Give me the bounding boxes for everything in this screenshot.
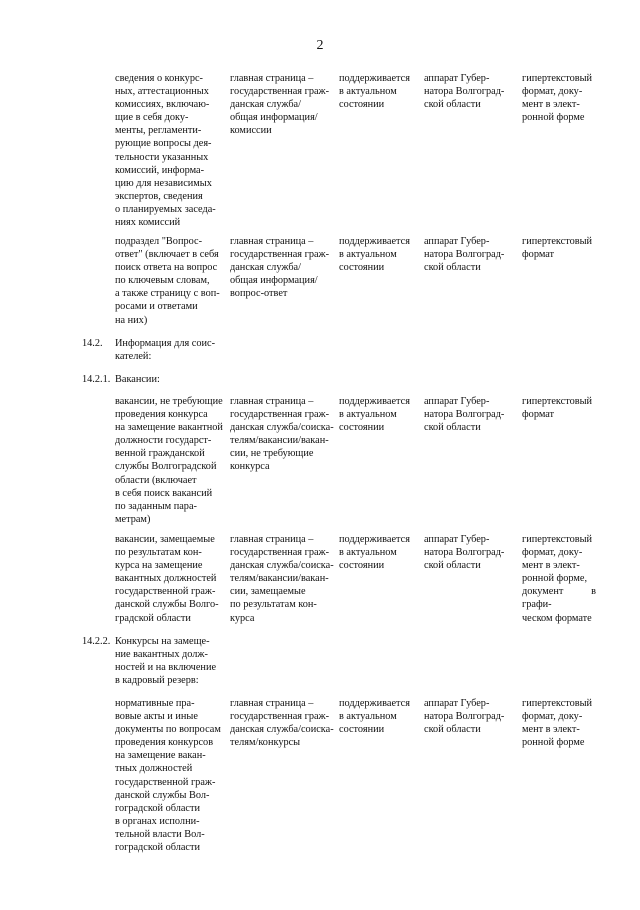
page-number: 2 — [316, 38, 324, 53]
format-cell: гипертекстовый формат, доку- мент в элект- ронной форме, документ в графи- ческом формате — [522, 534, 596, 624]
location-cell: главная страница – государственная граж- данская служба/соиска- телям/вакансии/вакан- сии, не требующие конкурса — [230, 396, 334, 473]
section-heading: Вакансии: — [115, 374, 160, 385]
status-cell: поддерживается в актуальном состоянии — [339, 73, 410, 111]
responsible-cell: аппарат Губер- натора Волгоград- ской области — [424, 73, 505, 111]
status-cell: поддерживается в актуальном состоянии — [339, 396, 410, 434]
format-cell: гипертекстовый формат, доку- мент в элект- ронной форме — [522, 698, 593, 749]
responsible-cell: аппарат Губер- натора Волгоград- ской области — [424, 396, 505, 434]
status-cell: поддерживается в актуальном состоянии — [339, 698, 410, 736]
format-cell: гипертекстовый формат, доку- мент в элект- ронной форме — [522, 73, 593, 124]
responsible-cell: аппарат Губер- натора Волгоград- ской области — [424, 236, 505, 274]
format-cell: гипертекстовый формат — [522, 236, 593, 261]
responsible-cell: аппарат Губер- натора Волгоград- ской области — [424, 698, 505, 736]
location-cell: главная страница – государственная граж- данская служба/ общая информация/ комиссии — [230, 73, 330, 137]
section-number: 14.2.2. — [82, 636, 111, 647]
description-cell: нормативные пра- вовые акты и иные документы по вопросам проведения конкурсов на замещение вакан- тных должностей государственной граж- данской службы Вол- гоградской области в органах исполни- тельной власти Вол- гоградской области — [115, 698, 221, 854]
responsible-cell: аппарат Губер- натора Волгоград- ской области — [424, 534, 505, 572]
section-number: 14.2.1. — [82, 374, 111, 385]
section-heading: Конкурсы на замеще- ние вакантных долж- ностей и на включение в кадровый резерв: — [115, 636, 217, 687]
status-cell: поддерживается в актуальном состоянии — [339, 236, 410, 274]
description-cell: вакансии, замещаемые по результатам кон- курса на замещение вакантных должностей государственной граж- данской службы Волго- градской области — [115, 534, 219, 624]
location-cell: главная страница – государственная граж- данская служба/ общая информация/ вопрос-ответ — [230, 236, 330, 300]
description-cell: вакансии, не требующие проведения конкурса на замещение вакантной должности государст- венной гражданской службы Волгоградской области (включает в себя поиск вакансий по заданным пара- метрам) — [115, 396, 223, 525]
status-cell: поддерживается в актуальном состоянии — [339, 534, 410, 572]
section-heading: Информация для соис- кателей: — [115, 338, 216, 363]
section-number: 14.2. — [82, 338, 103, 349]
description-cell: сведения о конкурс- ных, аттестационных комиссиях, включаю- щие в себя доку- менты, регламенти- рующие вопросы дея- тельности указанных комиссий, информа- цию для независимых экспертов, сведения о планируемых заседа- ниях комиссий — [115, 73, 216, 229]
location-cell: главная страница – государственная граж- данская служба/соиска- телям/вакансии/вакан- сии, замещаемые по результатам кон- курса — [230, 534, 334, 624]
location-cell: главная страница – государственная граж- данская служба/соиска- телям/конкурсы — [230, 698, 334, 749]
format-cell: гипертекстовый формат — [522, 396, 593, 421]
description-cell: подраздел "Вопрос- ответ" (включает в себя поиск ответа на вопрос по ключевым словам, а также страницу с воп- росами и ответами на них) — [115, 236, 220, 326]
